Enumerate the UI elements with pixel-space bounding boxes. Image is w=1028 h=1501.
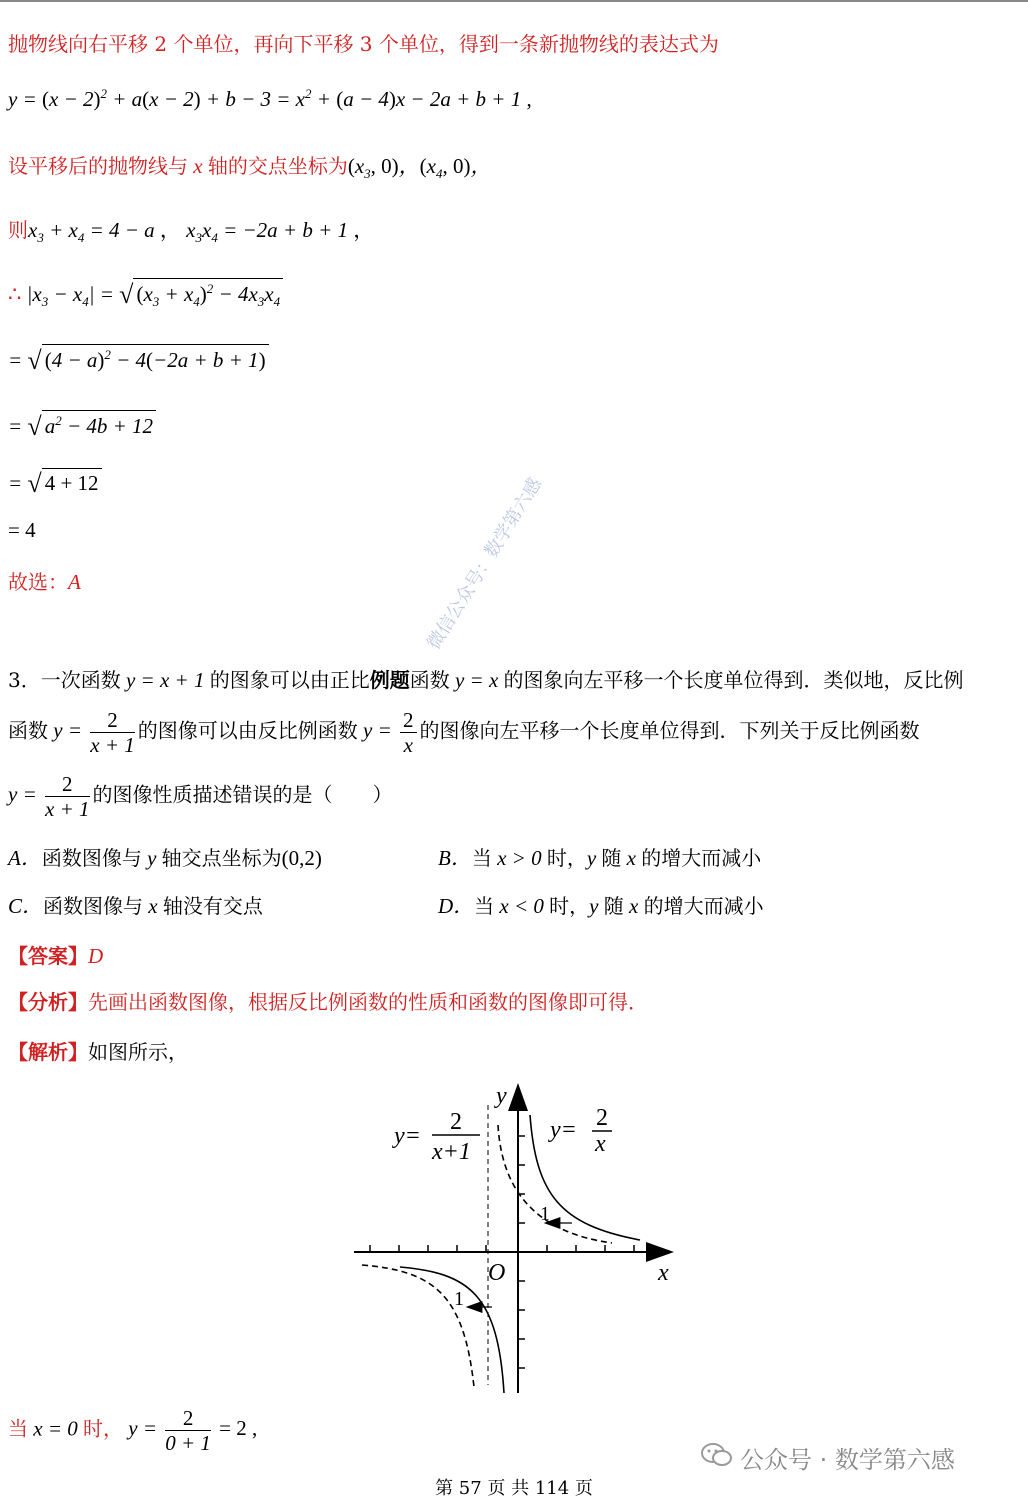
option-a-text2: 轴交点坐标为 [161,846,282,870]
option-c-text2: 轴没有交点 [162,894,263,918]
question-3-line-3: y = $\frac{2}{x + 1}$ 的图像性质描述错误的是（ ） [8,772,393,821]
answer-tag: 【答案】 [8,944,88,968]
question-3-line-2: 函数 y = $\frac{2}{x + 1}$ 的图像可以由反比例函数 y = $\frac{2}{x}$ 的图像向左平移一个长度单位得到．下列关于反比例函数 [8,708,920,757]
option-a: A．函数图像与 y 轴交点坐标为(0,2) [8,846,322,870]
solution-line [8,1036,188,1065]
final-mid: 时， [83,1416,123,1441]
line3-lead: 设平移后的抛物线与 [8,154,188,178]
curve2-label-left: y= [550,1117,577,1143]
q3-text-c: 函数 [409,668,450,692]
label-origin: O [488,1260,506,1286]
solution-tag: 【解析】 [8,1040,88,1064]
curve2-label-num: 2 [596,1105,608,1131]
q3-text-d: 的图象向左平移一个长度单位得到．类似地，反比例 [503,668,964,692]
solution-text: 如图所示， [88,1040,188,1064]
option-b-label: B． [438,846,472,870]
q3-text-b: 的图象可以由正比 [209,668,370,692]
solution-line-3: 设平移后的抛物线与 x 轴的交点坐标为($x_3$, 0)，($x_4$, 0)， [8,154,492,182]
option-d-text4: 的增大而减小 [643,894,764,918]
option-d-text3: 随 [603,894,624,918]
curve1-label-num: 2 [450,1109,462,1135]
q3-text-g: 的图像向左平移一个长度单位得到．下列关于反比例函数 [419,718,920,743]
function-graph [340,1075,690,1405]
q3-text-a: 一次函数 [40,668,121,692]
option-c-text: 函数图像与 [43,894,144,918]
option-d: D．当 x < 0 时，y 随 x 的增大而减小 [438,894,764,918]
result-label: 故选： [8,570,68,594]
label-one-left: 1 [454,1288,464,1310]
option-b: B．当 x > 0 时，y 随 x 的增大而减小 [438,846,762,870]
option-b-text: 当 [471,846,492,870]
answer-line [8,940,103,969]
option-d-text: 当 [474,894,495,918]
page-footer: 第 57 页 共 114 页 [435,1478,593,1499]
question-3-line-1: 3．一次函数 y = x + 1 的图象可以由正比例题函数 y = x 的图象向左平移一个长度单位得到．类似地，反比例 [8,668,964,692]
option-d-label: D． [438,894,475,918]
analysis-line [8,986,648,1015]
result-value: A [68,570,81,594]
option-b-text4: 的增大而减小 [641,846,762,870]
option-a-text: 函数图像与 [41,846,142,870]
answer-value: D [88,944,104,968]
equation-distance: ∴ $|x_3 - x_4|$ = √ $(x_3 + x_4)^2 - 4x_3x_4$ [8,278,283,310]
wechat-logo-icon [700,1442,734,1468]
equation-step-1: = √ $(4 - a)^2 - 4(-2a + b + 1)$ [8,344,269,376]
final-line: 当 x = 0 时， y = $\frac{2}{0 + 1}$ = 2 , [8,1406,258,1455]
option-c: C．函数图像与 x 轴没有交点 [8,894,263,918]
final-lead: 当 [8,1416,28,1441]
label-x-axis: x [658,1260,669,1286]
q3-text-f: 的图像可以由反比例函数 [137,718,358,743]
q3-text-h: 的图像性质描述错误的是（ ） [92,782,393,807]
equation-step-4: = 4 [8,518,36,542]
option-d-text2: 时， [549,894,590,918]
equation-step-2: = √ $a^2 - 4b + 12$ [8,410,156,442]
y-ticks [518,1107,525,1368]
equation-step-3: = √ 4 + 12 [8,468,102,499]
solution-line-1: 抛物线向右平移 2 个单位，再向下平移 3 个单位，得到一条新抛物线的表达式为 [8,32,719,56]
option-b-text3: 随 [601,846,622,870]
option-b-text2: 时， [546,846,587,870]
top-rule [0,0,1028,8]
label-one-right: 1 [540,1203,550,1225]
choice-result [8,566,81,595]
analysis-tag: 【分析】 [8,990,88,1014]
analysis-text: 先画出函数图像，根据反比例函数的性质和函数的图像即可得． [88,990,648,1014]
x-ticks [370,1245,634,1252]
label-y-axis: y [496,1083,507,1109]
solution-line-4: 则$x_3 + x_4 = 4 - a$ ， $x_3x_4 = -2a + b + 1$ ， [8,218,375,246]
curve-shifted-q3 [362,1265,474,1387]
line4-lead: 则 [8,218,28,242]
brand-text: 公众号 · 数学第六感 [740,1446,955,1474]
curve2-label-den: x [595,1131,606,1157]
line3-mid: 轴的交点坐标为 [207,154,348,178]
curve1-label-den: x+1 [432,1139,471,1165]
option-c-label: C． [8,894,44,918]
equation-shifted-parabola: $y = (x - 2)^2 + a(x - 2) + b - 3 = x^2 + (a - 4)x - 2a + b + 1$ , [8,86,532,111]
q3-text-e: 函数 [8,718,48,743]
option-a-label: A． [8,846,42,870]
curve1-label-left: y= [394,1123,421,1149]
question-number: 3． [8,668,41,692]
watermark-text: 微信公众号：数学第六感 [423,474,547,654]
q3-bold-text: 例题 [369,668,410,692]
option-a-point: (0,2) [281,846,322,870]
